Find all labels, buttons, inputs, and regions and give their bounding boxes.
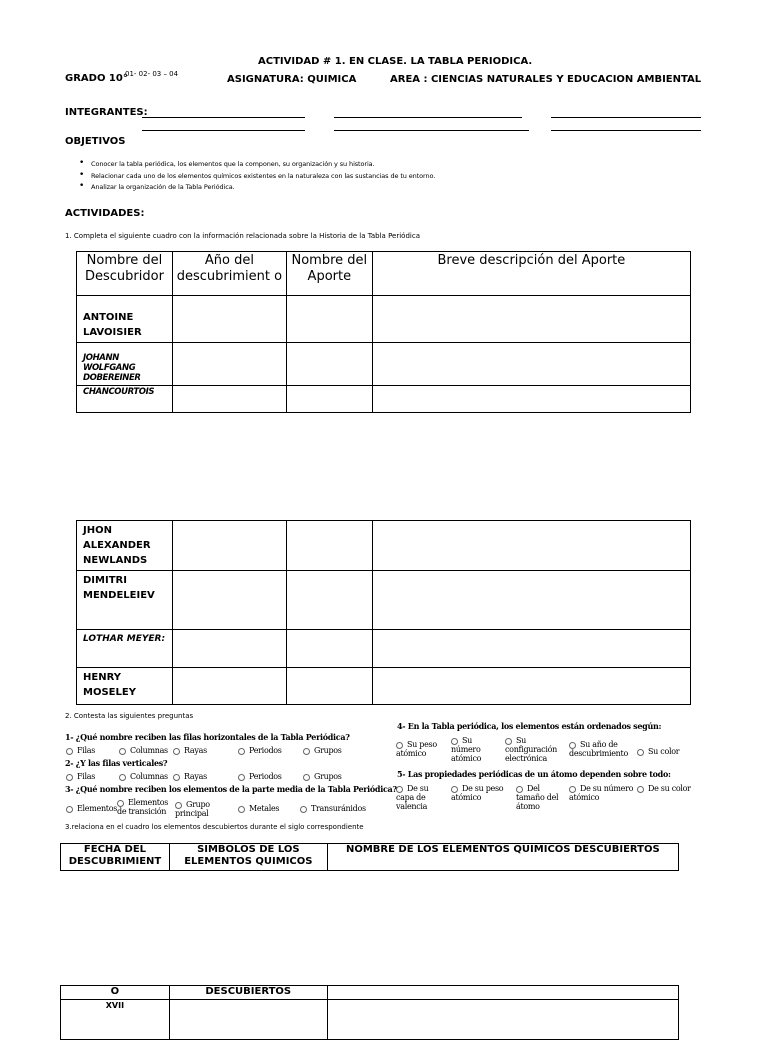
century-table-header — [60, 843, 679, 871]
q3-option[interactable]: Metales — [238, 804, 279, 813]
radio-icon — [238, 748, 245, 755]
year-cell[interactable] — [172, 571, 286, 630]
q5-option[interactable]: De su peso atómico — [451, 784, 504, 802]
q4-option[interactable]: Su número atómico — [451, 736, 482, 763]
aporte-cell[interactable] — [286, 571, 372, 630]
objetivos-label: OBJETIVOS — [65, 136, 126, 147]
q1-option[interactable]: Filas — [66, 746, 95, 755]
radio-icon — [637, 749, 644, 756]
q2-option[interactable]: Filas — [66, 772, 95, 781]
radio-icon — [66, 806, 73, 813]
q2-option[interactable]: Grupos — [303, 772, 342, 781]
aporte-cell[interactable] — [286, 343, 372, 386]
radio-icon — [300, 806, 307, 813]
header-simbolos: SIMBOLOS DE LOS ELEMENTOS QUIMICOS — [169, 844, 327, 871]
year-cell[interactable] — [172, 668, 286, 705]
year-cell[interactable] — [172, 343, 286, 386]
question-1: 1- ¿Qué nombre reciben las filas horizontales de la Tabla Periódica? — [65, 732, 350, 742]
descripcion-cell[interactable] — [372, 386, 690, 413]
aporte-cell[interactable] — [286, 630, 372, 668]
descubridor-name: JOHANN WOLFGANG DOBEREINER — [77, 343, 173, 386]
radio-icon — [66, 748, 73, 755]
integrante-line-2[interactable] — [334, 117, 522, 118]
year-cell[interactable] — [172, 386, 286, 413]
radio-icon — [396, 786, 403, 793]
header-descubridor: Nombre del Descubridor — [77, 252, 173, 296]
question-5: 5- Las propiedades periódicas de un átomo dependen sobre todo: — [397, 769, 671, 779]
integrante-line-6[interactable] — [551, 130, 701, 131]
radio-icon — [119, 774, 126, 781]
radio-icon — [66, 774, 73, 781]
q5-option[interactable]: De su número atómico — [569, 784, 634, 802]
descripcion-cell[interactable] — [372, 630, 690, 668]
nombres-cell[interactable] — [327, 1000, 678, 1040]
radio-icon — [303, 774, 310, 781]
header-descripcion: Breve descripción del Aporte — [372, 252, 690, 296]
radio-icon — [451, 786, 458, 793]
question-4: 4- En la Tabla periódica, los elementos están ordenados según: — [397, 721, 662, 731]
q4-option[interactable]: Su año de descubrimiento — [569, 740, 628, 758]
integrante-line-3[interactable] — [551, 117, 701, 118]
history-table-part2 — [76, 520, 691, 705]
instruction-2: 2. Contesta las siguientes preguntas — [65, 712, 194, 720]
century-cell: XVII — [61, 1000, 170, 1040]
history-table-part1 — [76, 251, 691, 413]
radio-icon — [451, 738, 458, 745]
descubridor-name: JHON ALEXANDER NEWLANDS — [77, 521, 173, 571]
q1-option[interactable]: Rayas — [173, 746, 207, 755]
q1-option[interactable]: Periodos — [238, 746, 282, 755]
radio-icon — [238, 806, 245, 813]
question-2: 2- ¿Y las filas verticales? — [65, 758, 168, 768]
aporte-cell[interactable] — [286, 521, 372, 571]
question-3: 3- ¿Qué nombre reciben los elementos de la parte media de la Tabla Periódica? — [65, 784, 397, 794]
q3-option[interactable]: Elementos de transición — [117, 798, 169, 816]
header-nombres-cont — [327, 986, 678, 1000]
year-cell[interactable] — [172, 296, 286, 343]
descripcion-cell[interactable] — [372, 296, 690, 343]
radio-icon — [175, 802, 182, 809]
q1-option[interactable]: Grupos — [303, 746, 342, 755]
page-title: ACTIVIDAD # 1. EN CLASE. LA TABLA PERIODICA. — [258, 56, 533, 67]
descubridor-name: ANTOINE LAVOISIER — [77, 296, 173, 343]
radio-icon — [117, 800, 124, 807]
radio-icon — [396, 742, 403, 749]
radio-icon — [173, 748, 180, 755]
descubridor-name: HENRY MOSELEY — [77, 668, 173, 705]
q4-option[interactable]: Su peso atómico — [396, 740, 437, 758]
radio-icon — [119, 748, 126, 755]
q3-option[interactable]: Elementos — [66, 804, 117, 813]
objetivo-item: • Relacionar cada uno de los elementos químicos existentes en la naturaleza con las sustancias de tu entorno. — [91, 172, 435, 180]
instruction-1: 1. Completa el siguiente cuadro con la información relacionada sobre la Historia de la Tabla Periódica — [65, 232, 420, 240]
radio-icon — [238, 774, 245, 781]
radio-icon — [505, 738, 512, 745]
header-simbolos-cont: DESCUBIERTOS — [169, 986, 327, 1000]
radio-icon — [303, 748, 310, 755]
objetivo-item: • Conocer la tabla periódica, los elementos que la componen, su organización y su historia. — [91, 160, 375, 168]
actividades-label: ACTIVIDADES: — [65, 208, 145, 219]
year-cell[interactable] — [172, 521, 286, 571]
descripcion-cell[interactable] — [372, 343, 690, 386]
subject-label: ASIGNATURA: QUIMICA — [227, 74, 357, 85]
header-ano: Año del descubrimient o — [172, 252, 286, 296]
instruction-3: 3.relaciona en el cuadro los elementos descubiertos durante el siglo correspondiente — [65, 823, 364, 831]
century-table — [60, 985, 679, 1040]
header-fecha-cont: O — [61, 986, 170, 1000]
integrantes-label: INTEGRANTES: — [65, 107, 148, 118]
objetivo-item: • Analizar la organización de la Tabla Periódica. — [91, 183, 235, 191]
descripcion-cell[interactable] — [372, 521, 690, 571]
q5-option[interactable]: De su capa de valencia — [396, 784, 429, 811]
grade-groups: 01- 02- 03 – 04 — [125, 70, 179, 78]
radio-icon — [173, 774, 180, 781]
aporte-cell[interactable] — [286, 296, 372, 343]
q5-option[interactable]: Del tamaño del átomo — [516, 784, 559, 811]
q3-option[interactable]: Grupo principal — [175, 800, 210, 818]
q2-option[interactable]: Rayas — [173, 772, 207, 781]
descubridor-name: DIMITRI MENDELEIEV — [77, 571, 173, 630]
area-label: AREA : CIENCIAS NATURALES Y EDUCACION AMBIENTAL — [390, 74, 702, 85]
q1-option[interactable]: Columnas — [119, 746, 168, 755]
aporte-cell[interactable] — [286, 668, 372, 705]
grade-label: GRADO 10° — [65, 73, 128, 84]
q4-option[interactable]: Su configuración electrónica — [505, 736, 557, 763]
integrante-line-4[interactable] — [142, 130, 305, 131]
q2-option[interactable]: Columnas — [119, 772, 168, 781]
descripcion-cell[interactable] — [372, 571, 690, 630]
descubridor-name: LOTHAR MEYER: — [77, 630, 173, 668]
q2-option[interactable]: Periodos — [238, 772, 282, 781]
q4-option[interactable]: Su color — [637, 747, 679, 756]
radio-icon — [516, 786, 523, 793]
simbolos-cell[interactable] — [169, 1000, 327, 1040]
descubridor-name: CHANCOURTOIS — [77, 386, 173, 413]
aporte-cell[interactable] — [286, 386, 372, 413]
radio-icon — [569, 786, 576, 793]
radio-icon — [569, 742, 576, 749]
header-fecha: FECHA DEL DESCUBRIMIENT — [61, 844, 170, 871]
header-nombres: NOMBRE DE LOS ELEMENTOS QUIMICOS DESCUBIERTOS — [327, 844, 678, 871]
radio-icon — [637, 786, 644, 793]
year-cell[interactable] — [172, 630, 286, 668]
q3-option[interactable]: Transuránidos — [300, 804, 366, 813]
integrante-line-1[interactable] — [142, 117, 305, 118]
q5-option[interactable]: De su color — [637, 784, 691, 793]
integrante-line-5[interactable] — [334, 130, 529, 131]
descripcion-cell[interactable] — [372, 668, 690, 705]
header-aporte: Nombre del Aporte — [286, 252, 372, 296]
